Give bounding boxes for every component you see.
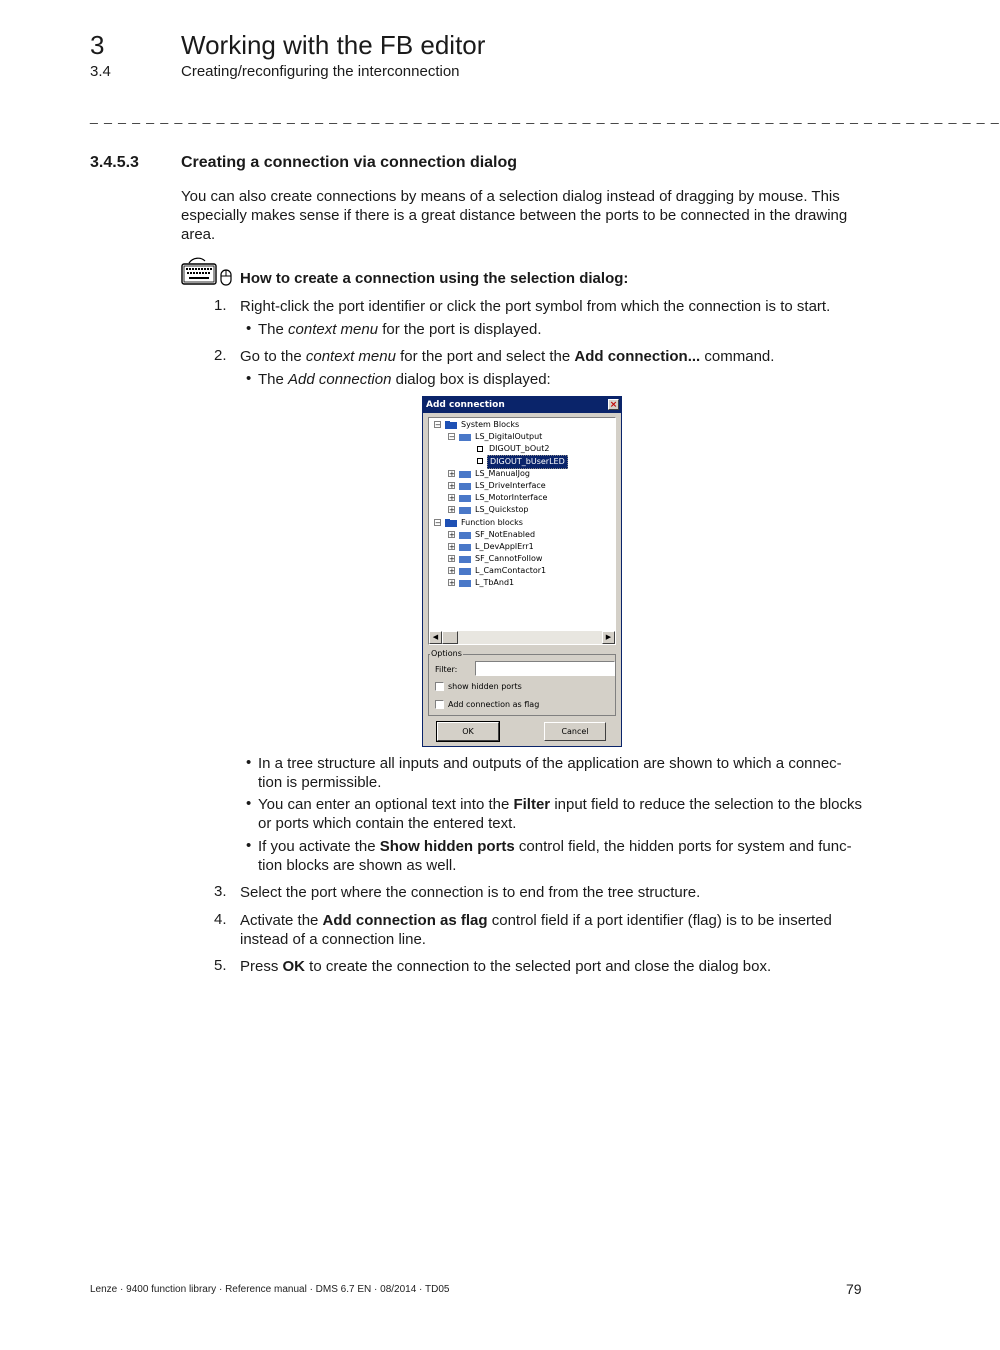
block-icon [459, 543, 471, 551]
tree-node-label: SF_NotEnabled [475, 530, 536, 539]
tree-node-label: L_DevApplErr1 [475, 542, 534, 551]
tree-node-system-blocks[interactable] [429, 419, 615, 431]
add-as-flag-label: Add connection as flag [448, 700, 540, 709]
tree-node-block[interactable] [429, 504, 615, 516]
tree-node-block[interactable] [429, 565, 615, 577]
options-legend: Options [431, 649, 462, 658]
subsection-number: 3.4.5.3 [90, 154, 139, 171]
add-as-flag-checkbox[interactable] [435, 700, 444, 709]
tree-node-port[interactable] [429, 443, 615, 455]
dialog-titlebar [423, 397, 621, 413]
tree-node-block[interactable] [429, 529, 615, 541]
dialog-title: Add connection [426, 400, 505, 410]
tree-node-block[interactable] [429, 480, 615, 492]
filter-label: Filter: [435, 665, 458, 674]
scrollbar-thumb[interactable] [442, 631, 458, 644]
expand-icon[interactable]: + [449, 579, 455, 587]
intro-paragraph: You can also create connections by means of a selection dialog instead of dragging by mouse. This especially makes sense if there is a great distance between the ports to be connected in the drawing area. [181, 188, 848, 243]
block-icon [459, 555, 471, 563]
expand-icon[interactable]: + [449, 531, 455, 539]
tree-node-label-selected: DIGOUT_bUserLED [487, 455, 568, 469]
footer-text: Lenze · 9400 function library · Reference manual · DMS 6.7 EN · 08/2014 · TD05 [90, 1284, 450, 1295]
tree-node-function-blocks[interactable] [429, 517, 615, 529]
header-separator: _ _ _ _ _ _ _ _ _ _ _ _ _ _ _ _ _ _ _ _ _ _ _ _ _ _ _ _ _ _ _ _ _ _ _ _ _ _ _ _ _ _ _ _ _ _ _ _ _ _ _ _ _ _ _ _ _ _ _ _ _ _ _ _ _ [90, 108, 1000, 124]
expand-icon[interactable]: + [449, 482, 455, 490]
expand-icon[interactable]: + [449, 543, 455, 551]
ok-button[interactable]: OK [437, 722, 499, 741]
tree-node-block[interactable] [429, 492, 615, 504]
close-icon[interactable]: × [609, 400, 618, 410]
port-icon [477, 446, 483, 452]
expand-icon[interactable]: + [449, 506, 455, 514]
expand-icon[interactable]: + [449, 470, 455, 478]
collapse-icon[interactable]: − [435, 519, 441, 527]
tree-node-block[interactable] [429, 468, 615, 480]
section-number: 3.4 [90, 63, 111, 80]
block-icon [459, 579, 471, 587]
tree-node-label: LS_ManualJog [475, 469, 530, 478]
expand-icon[interactable]: + [449, 555, 455, 563]
folder-icon [445, 421, 457, 429]
bullet-text: If you activate the Show hidden ports control field, the hidden ports for system and func-tion blocks are shown as well. [258, 838, 852, 874]
block-icon [459, 433, 471, 441]
tree-node-label: LS_Quickstop [475, 505, 529, 514]
collapse-icon[interactable]: − [435, 421, 441, 429]
port-icon [477, 458, 483, 464]
step-number: 5. [214, 957, 227, 974]
block-icon [459, 470, 471, 478]
step-number: 3. [214, 883, 227, 900]
tree-node-label: LS_DigitalOutput [475, 432, 543, 441]
chapter-title: Working with the FB editor [181, 30, 486, 60]
step-number: 4. [214, 911, 227, 928]
step-text: Right-click the port identifier or click the port symbol from which the connection is to start. [240, 298, 831, 315]
bullet-marker: • [246, 320, 252, 337]
page-number: 79 [846, 1281, 862, 1297]
filter-input[interactable] [475, 661, 615, 676]
bullet-marker: • [246, 370, 252, 387]
step-text: Select the port where the connection is to end from the tree structure. [240, 884, 701, 901]
step-number: 1. [214, 297, 227, 314]
section-title: Creating/reconfiguring the interconnection [181, 63, 460, 80]
tree-node-label: Function blocks [461, 518, 523, 527]
subsection-title: Creating a connection via connection dialog [181, 154, 518, 171]
scroll-right-icon[interactable]: ▶ [602, 631, 615, 644]
block-icon [459, 531, 471, 539]
tree-node-port-selected[interactable] [429, 455, 615, 467]
step-text: Go to the context menu for the port and select the Add connection... command. [240, 348, 775, 365]
block-icon [459, 506, 471, 514]
block-icon [459, 567, 471, 575]
bullet-text: The Add connection dialog box is displayed: [258, 371, 551, 388]
tree-node-block[interactable] [429, 577, 615, 589]
chapter-number: 3 [90, 30, 105, 60]
expand-icon[interactable]: + [449, 567, 455, 575]
tree-node-label: System Blocks [461, 420, 520, 429]
bullet-marker: • [246, 837, 252, 854]
tree-node-ls-digitaloutput[interactable] [429, 431, 615, 443]
add-connection-dialog [422, 396, 622, 747]
folder-icon [445, 519, 457, 527]
step-text: Activate the Add connection as flag control field if a port identifier (flag) is to be inserted instead of a connection line. [240, 912, 832, 948]
expand-icon[interactable]: + [449, 494, 455, 502]
tree-node-label: L_CamContactor1 [475, 566, 547, 575]
tree-node-label: SF_CannotFollow [475, 554, 543, 563]
bullet-text: In a tree structure all inputs and outputs of the application are shown to which a connec-tion is permissible. [258, 755, 842, 791]
tree-node-block[interactable] [429, 553, 615, 565]
scroll-left-icon[interactable]: ◀ [429, 631, 442, 644]
collapse-icon[interactable]: − [449, 433, 455, 441]
show-hidden-ports-label: show hidden ports [448, 682, 522, 691]
howto-title: How to create a connection using the selection dialog: [240, 270, 629, 287]
tree-node-label: DIGOUT_bOut2 [489, 444, 550, 453]
cancel-button[interactable]: Cancel [544, 722, 606, 741]
tree-node-block[interactable] [429, 541, 615, 553]
block-icon [459, 482, 471, 490]
step-number: 2. [214, 347, 227, 364]
tree-node-label: LS_MotorInterface [475, 493, 548, 502]
block-icon [459, 494, 471, 502]
show-hidden-ports-checkbox[interactable] [435, 682, 444, 691]
tree-node-label: L_TbAnd1 [475, 578, 515, 587]
tree-node-label: LS_DriveInterface [475, 481, 546, 490]
keyboard-mouse-icon [181, 257, 233, 287]
horizontal-scrollbar[interactable] [429, 631, 615, 644]
bullet-text: You can enter an optional text into the Filter input field to reduce the selection to the blocks or ports which contain the entered text. [258, 796, 863, 832]
bullet-marker: • [246, 754, 252, 771]
bullet-marker: • [246, 795, 252, 812]
bullet-text: The context menu for the port is displayed. [258, 321, 542, 338]
port-tree[interactable] [428, 417, 616, 645]
step-text: Press OK to create the connection to the selected port and close the dialog box. [240, 958, 772, 975]
